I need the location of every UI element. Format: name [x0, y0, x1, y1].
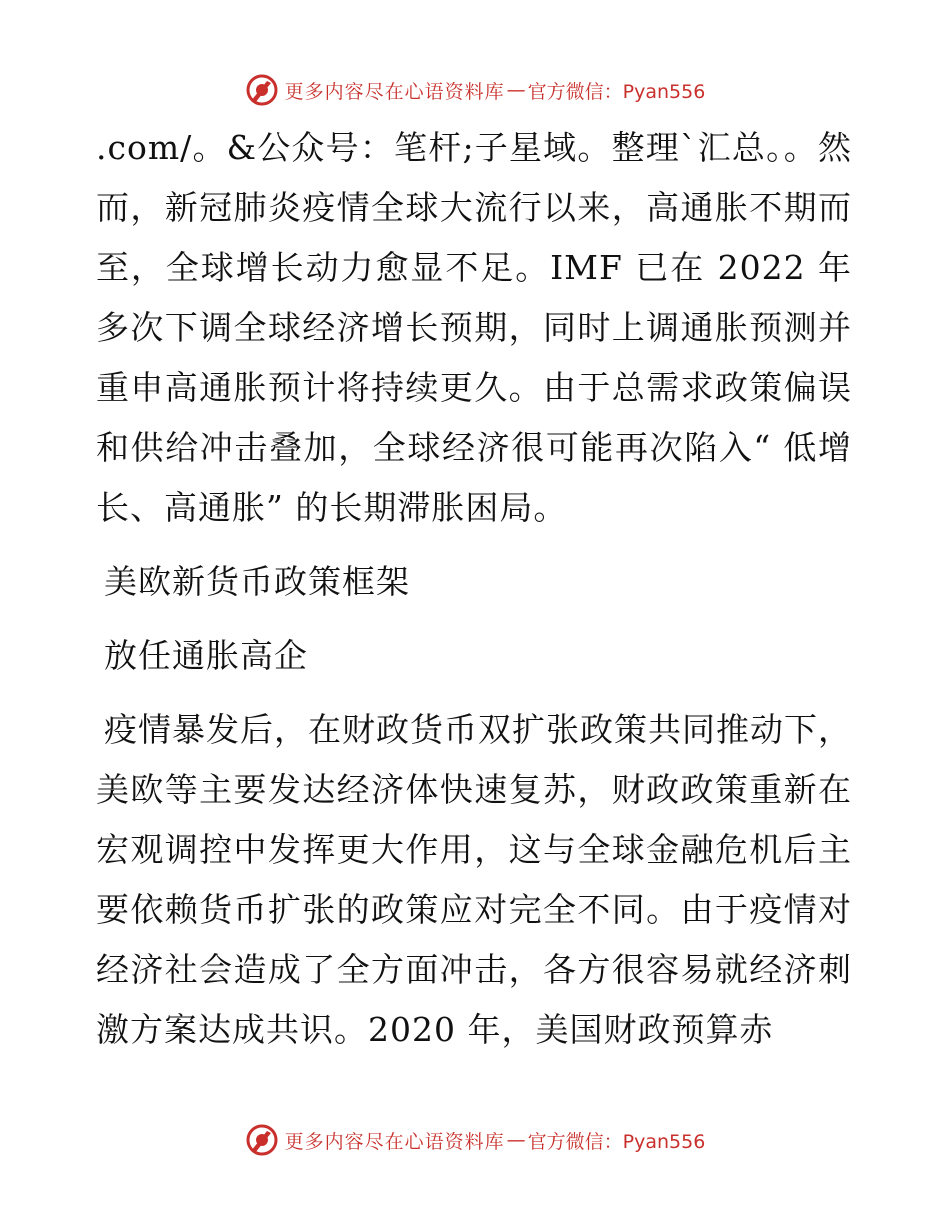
footer-banner-text: 更多内容尽在心语资料库: [284, 1130, 505, 1153]
header-banner: [0, 70, 950, 110]
header-banner-text: 更多内容尽在心语资料库: [284, 80, 505, 103]
document-body: [96, 118, 852, 1060]
section-heading-1: 美欧新货币政策框架: [104, 562, 410, 601]
paragraph-2-text: 疫情暴发后，在财政货币双扩张政策共同推动下，美欧等主要发达经济体快速复苏，财政政策重新在宏观调控中发挥更大作用，这与全球金融危机后主要依赖货币扩张的政策应对完全不同。由于疫情对经济社会造成了全方面冲击，各方很容易就经济刺激方案达成共识。2020 年，美国财政预算赤: [96, 710, 852, 1049]
footer-banner-separator: —: [506, 1129, 526, 1151]
header-wechat-text: 官方微信：Pyan556: [527, 80, 706, 103]
header-banner-separator: —: [506, 79, 526, 101]
footer-banner: [0, 1120, 950, 1160]
paragraph-2: [96, 700, 852, 1060]
footer-wechat-text: 官方微信：Pyan556: [527, 1130, 706, 1153]
pen-logo-icon: [245, 1123, 279, 1157]
pen-logo-icon: [245, 73, 279, 107]
section-heading-2: 放任通胀高企: [104, 636, 308, 675]
paragraph-1: .com/。&公众号：笔杆;子星域。整理`汇总。。然而，新冠肺炎疫情全球大流行以来，高通胀不期而至，全球增长动力愈显不足。IMF 已在 2022 年多次下调全球经济增长预期，同时上调通胀预测并重申高通胀预计将持续更久。由于总需求政策偏误和供给冲击叠加，全球经济很可能再次陷入“ 低增长、高通胀” 的长期滞胀困局。: [96, 128, 852, 527]
